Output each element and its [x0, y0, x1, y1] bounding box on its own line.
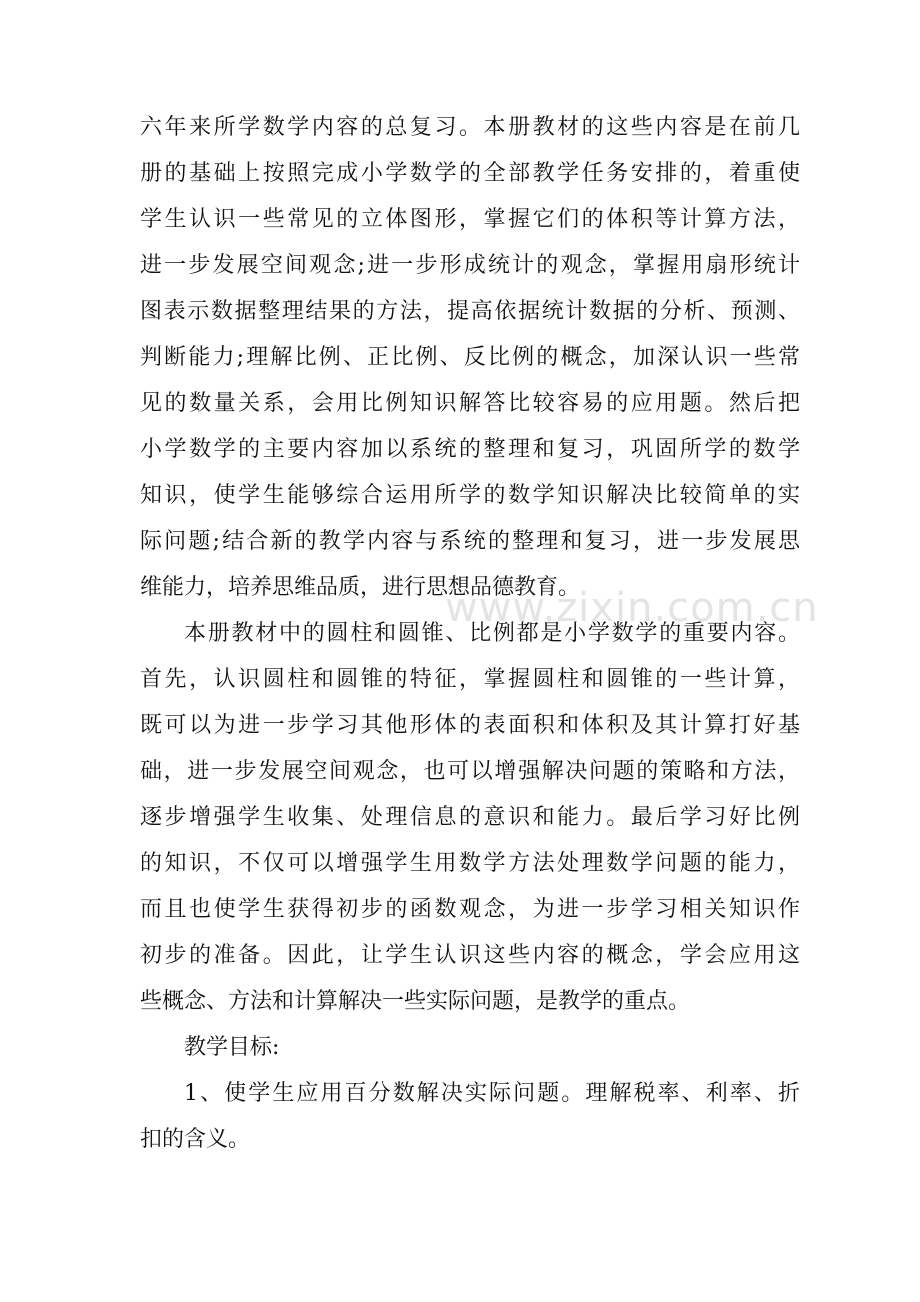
- text-line: 初步的准备。因此，让学生认识这些内容的概念，学会应用这: [140, 943, 800, 968]
- text-line: 判断能力;理解比例、正比例、反比例的概念，加深认识一些常: [140, 345, 800, 370]
- document-body: [140, 105, 800, 1163]
- text-line: 些概念、方法和计算解决一些实际问题，是教学的重点。: [140, 989, 691, 1014]
- text-line: 进一步发展空间观念;进一步形成统计的观念，掌握用扇形统计: [140, 253, 800, 278]
- text-line: 本册教材中的圆柱和圆锥、比例都是小学数学的重要内容。: [184, 621, 800, 646]
- paragraph-key-content: [140, 611, 800, 1025]
- section-heading-teaching-goals: [140, 1025, 800, 1071]
- text-line: 1、使学生应用百分数解决实际问题。理解税率、利率、折: [184, 1081, 800, 1106]
- text-line: 维能力，培养思维品质，进行思想品德教育。: [140, 575, 581, 600]
- text-line: 既可以为进一步学习其他形体的表面积和体积及其计算打好基: [140, 713, 800, 738]
- text-line: 的知识，不仅可以增强学生用数学方法处理数学问题的能力，: [140, 851, 800, 876]
- text-line: 而且也使学生获得初步的函数观念，为进一步学习相关知识作: [140, 897, 800, 922]
- text-line: 小学数学的主要内容加以系统的整理和复习，巩固所学的数学: [140, 437, 800, 462]
- goal-item-1: [140, 1071, 800, 1163]
- text-line: 逐步增强学生收集、处理信息的意识和能力。最后学习好比例: [140, 805, 800, 830]
- text-line: 图表示数据整理结果的方法，提高依据统计数据的分析、预测、: [140, 299, 800, 324]
- paragraph-review-scope: [140, 105, 800, 611]
- text-line: 学生认识一些常见的立体图形，掌握它们的体积等计算方法，: [140, 207, 800, 232]
- text-line: 知识，使学生能够综合运用所学的数学知识解决比较简单的实: [140, 483, 800, 508]
- text-line: 六年来所学数学内容的总复习。本册教材的这些内容是在前几: [140, 115, 800, 140]
- text-line: 册的基础上按照完成小学数学的全部教学任务安排的，着重使: [140, 161, 800, 186]
- text-line: 首先，认识圆柱和圆锥的特征，掌握圆柱和圆锥的一些计算，: [140, 667, 800, 692]
- text-line: 础，进一步发展空间观念，也可以增强解决问题的策略和方法，: [140, 759, 800, 784]
- text-line: 际问题;结合新的教学内容与系统的整理和复习，进一步发展思: [140, 529, 800, 554]
- watermark: www.zixin.com.cn: [445, 585, 819, 631]
- section-heading: 教学目标:: [184, 1035, 280, 1060]
- text-line: 扣的含义。: [140, 1127, 251, 1152]
- text-line: 见的数量关系，会用比例知识解答比较容易的应用题。然后把: [140, 391, 800, 416]
